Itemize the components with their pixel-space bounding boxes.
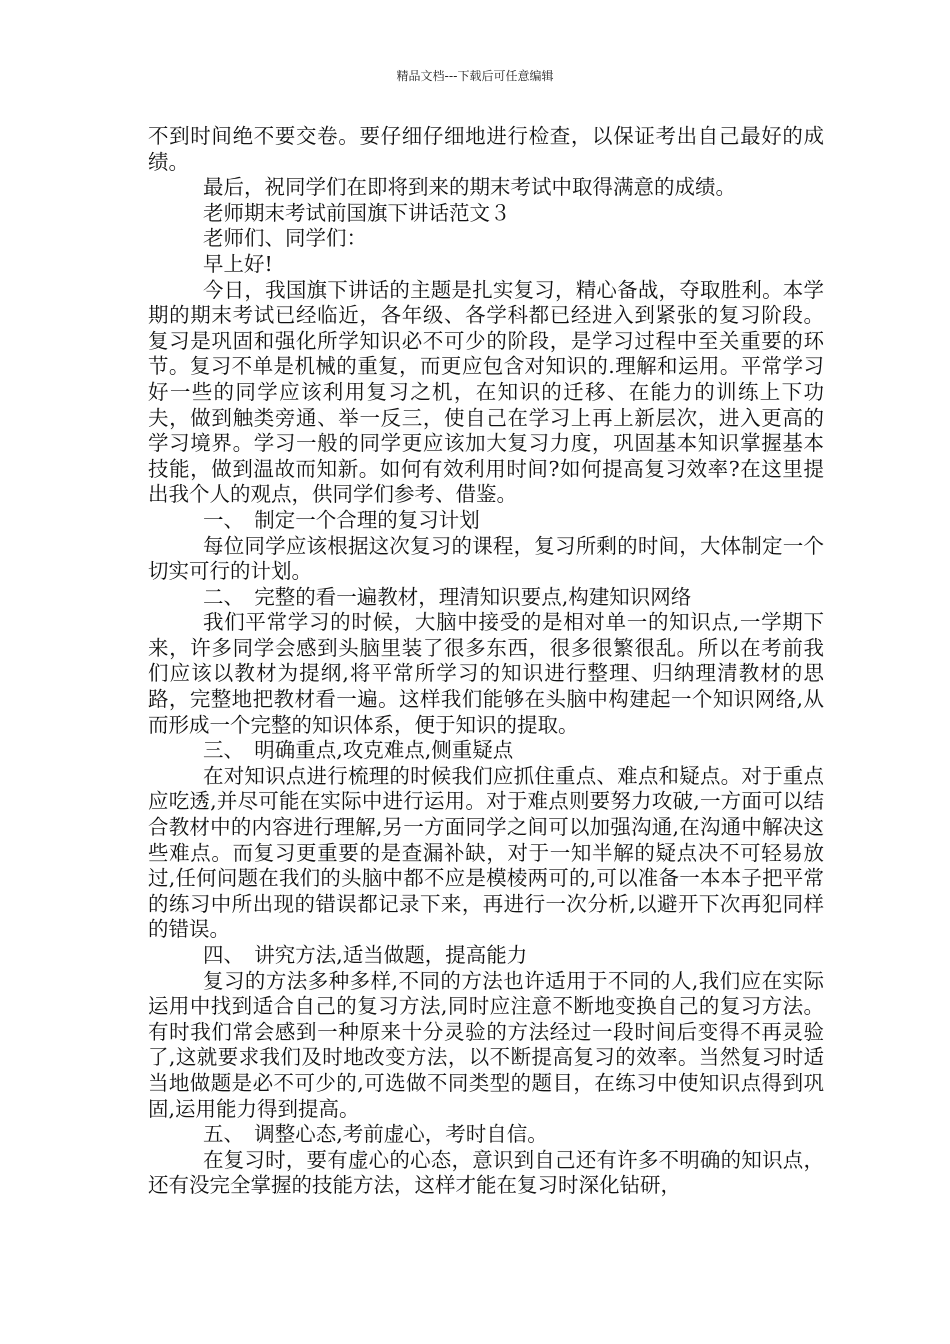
paragraph-intro: 今日，我国旗下讲话的主题是扎实复习，精心备战，夺取胜利。本学期的期末考试已经临近，各年级、各学科都已经进入到紧张的复习阶段。复习是巩固和强化所学知识必不可少的阶段，是学习过程中至关重要的环节。复习不单是机械的重复，而更应包含对知识的.理解和运用。平常学习好一些的同学应该利用复习之机，在知识的迁移、在能力的训练上下功夫，做到触类旁通、举一反三，使自己在学习上再上新层次，进入更高的学习境界。学习一般的同学更应该加大复习力度，巩固基本知识掌握基本技能，做到温故而知新。如何有效利用时间?如何提高复习效率?在这里提出我个人的观点，供同学们参考、借鉴。 bbox=[148, 277, 824, 507]
heading-2: 二、 完整的看一遍教材，理清知识要点,构建知识网络 bbox=[203, 584, 692, 609]
paragraph-5: 在复习时，要有虚心的心态，意识到自己还有许多不明确的知识点，还有没完全掌握的技能方法，这样才能在复习时深化钻研， bbox=[148, 1147, 824, 1198]
paragraph-continuation: 不到时间绝不要交卷。要仔细仔细地进行检查，以保证考出自己最好的成绩。 bbox=[148, 124, 824, 174]
salutation: 老师们、同学们： bbox=[203, 226, 367, 251]
paragraph-2: 我们平常学习的时候，大脑中接受的是相对单一的知识点,一学期下来，许多同学会感到头脑里装了很多东西，很多很繁很乱。所以在考前我们应该以教材为提纲,将平常所学习的知识进行整理、归纳理清教材的思路，完整地把教材看一遍。这样我们能够在头脑中构建起一个知识网络,从而形成一个完整的知识体系，便于知识的提取。 bbox=[148, 610, 824, 737]
paragraph-3: 在对知识点进行梳理的时候我们应抓住重点、难点和疑点。对于重点应吃透,并尽可能在实际中进行运用。对于难点则要努力攻破,一方面可以结合教材中的内容进行理解,另一方面同学之间可以加强沟通,在沟通中解决这些难点。而复习更重要的是查漏补缺，对于一知半解的疑点决不可轻易放过,任何问题在我们的头脑中都不应是模棱两可的,可以准备一本本子把平常的练习中所出现的错误都记录下来，再进行一次分析,以避开下次再犯同样的错误。 bbox=[148, 763, 824, 942]
heading-5: 五、 调整心态,考前虚心，考时自信。 bbox=[203, 1122, 548, 1147]
document-body bbox=[148, 124, 824, 1199]
heading-4: 四、 讲究方法,适当做题，提高能力 bbox=[203, 943, 528, 967]
heading-3: 三、 明确重点,攻克难点,侧重疑点 bbox=[203, 738, 514, 763]
page-header: 精品文档---下载后可任意编辑 bbox=[396, 69, 554, 83]
section-title: 老师期末考试前国旗下讲话范文３ bbox=[203, 200, 511, 225]
greeting: 早上好! bbox=[203, 251, 273, 276]
heading-1: 一、 制定一个合理的复习计划 bbox=[203, 507, 480, 532]
paragraph-1: 每位同学应该根据这次复习的课程，复习所剩的时间，大体制定一个切实可行的计划。 bbox=[148, 533, 824, 584]
paragraph-closing-wish: 最后，祝同学们在即将到来的期末考试中取得满意的成绩。 bbox=[203, 175, 736, 200]
paragraph-4: 复习的方法多种多样,不同的方法也许适用于不同的人,我们应在实际运用中找到适合自己的复习方法,同时应注意不断地变换自己的复习方法。有时我们常会感到一种原来十分灵验的方法经过一段时间后变得不再灵验了,这就要求我们及时地改变方法，以不断提高复习的效率。当然复习时适当地做题是必不可少的,可选做不同类型的题目，在练习中使知识点得到巩固,运用能力得到提高。 bbox=[148, 968, 824, 1121]
